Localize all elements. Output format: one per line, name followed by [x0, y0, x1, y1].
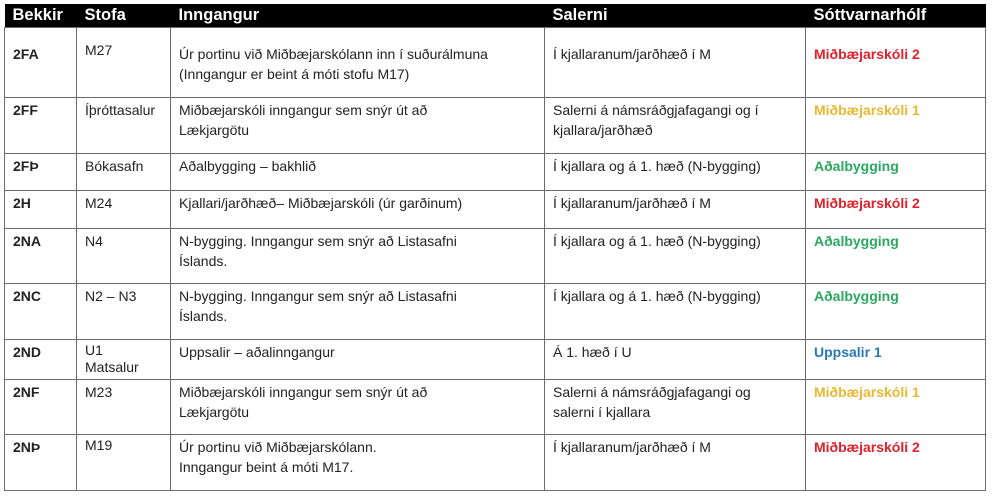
zone-label: Miðbæjarskóli 2 [814, 195, 920, 211]
cell-stofa [77, 435, 171, 491]
stofa-line: Matsalur [85, 359, 139, 375]
cell-salerni [545, 229, 806, 284]
salerni-line: salerni í kjallara [553, 404, 651, 420]
cell-inngangur [171, 191, 545, 229]
cell-bekkir [5, 191, 77, 229]
cell-bekkir [5, 380, 77, 435]
salerni-line: Salerni á námsráðgjafagangi og [553, 384, 751, 400]
cell-sottvarnarholf [806, 435, 986, 491]
stofa-value: N2 – N3 [85, 288, 137, 304]
header-sottvarnarholf: Sóttvarnarhólf [806, 4, 986, 28]
cell-stofa [77, 340, 171, 380]
inngangur-line: Lækjargötu [179, 122, 250, 138]
cell-sottvarnarholf [806, 191, 986, 229]
table-row [5, 380, 986, 435]
classroom-entrance-table [4, 4, 986, 491]
cell-salerni [545, 435, 806, 491]
table-row [5, 284, 986, 340]
inngangur-line: Inngangur beint á móti M17. [179, 459, 354, 475]
stofa-value: M19 [85, 437, 113, 453]
table-header-row [5, 4, 986, 28]
inngangur-line: Lækjargötu [179, 404, 250, 420]
header-stofa: Stofa [77, 4, 171, 28]
cell-salerni [545, 284, 806, 340]
cell-bekkir [5, 435, 77, 491]
zone-label: Miðbæjarskóli 2 [814, 439, 920, 455]
salerni-line: Í kjallara og á 1. hæð (N-bygging) [553, 158, 761, 174]
cell-sottvarnarholf [806, 154, 986, 191]
cell-salerni [545, 340, 806, 380]
salerni-line: Í kjallaranum/jarðhæð í M [553, 439, 711, 455]
cell-inngangur [171, 98, 545, 154]
salerni-line: kjallara/jarðhæð [553, 122, 653, 138]
cell-bekkir [5, 154, 77, 191]
cell-stofa [77, 229, 171, 284]
cell-stofa [77, 28, 171, 98]
cell-sottvarnarholf [806, 28, 986, 98]
cell-salerni [545, 98, 806, 154]
zone-label: Aðalbygging [814, 158, 899, 174]
inngangur-line: Íslands. [179, 253, 228, 269]
inngangur-line: (Inngangur er beint á móti stofu M17) [179, 66, 410, 82]
cell-inngangur [171, 229, 545, 284]
zone-label: Miðbæjarskóli 2 [814, 46, 920, 62]
inngangur-line: Kjallari/jarðhæð– Miðbæjarskóli (úr garðinum) [179, 195, 463, 211]
zone-label: Miðbæjarskóli 1 [814, 102, 920, 118]
cell-inngangur [171, 284, 545, 340]
cell-bekkir [5, 340, 77, 380]
cell-stofa [77, 380, 171, 435]
cell-stofa [77, 154, 171, 191]
zone-label: Miðbæjarskóli 1 [814, 384, 920, 400]
cell-inngangur [171, 28, 545, 98]
cell-salerni [545, 154, 806, 191]
salerni-line: Í kjallaranum/jarðhæð í M [553, 46, 711, 62]
bekkir-value: 2FF [13, 102, 38, 118]
cell-bekkir [5, 98, 77, 154]
table-row [5, 229, 986, 284]
cell-inngangur [171, 435, 545, 491]
cell-stofa [77, 284, 171, 340]
table-row [5, 154, 986, 191]
cell-sottvarnarholf [806, 98, 986, 154]
cell-bekkir [5, 28, 77, 98]
cell-inngangur [171, 380, 545, 435]
salerni-line: Í kjallaranum/jarðhæð í M [553, 195, 711, 211]
inngangur-line: Íslands. [179, 308, 228, 324]
inngangur-line: N-bygging. Inngangur sem snýr að Listasafni [179, 288, 457, 304]
bekkir-value: 2NF [13, 384, 40, 400]
bekkir-value: 2FA [13, 46, 39, 62]
stofa-value: N4 [85, 233, 103, 249]
table-row [5, 98, 986, 154]
zone-label: Uppsalir 1 [814, 344, 882, 360]
bekkir-value: 2FÞ [13, 158, 39, 174]
cell-salerni [545, 191, 806, 229]
bekkir-value: 2NC [13, 288, 42, 304]
cell-inngangur [171, 340, 545, 380]
inngangur-line: Miðbæjarskóli inngangur sem snýr út að [179, 384, 428, 400]
header-bekkir: Bekkir [5, 4, 77, 28]
cell-sottvarnarholf [806, 340, 986, 380]
cell-bekkir [5, 284, 77, 340]
cell-sottvarnarholf [806, 229, 986, 284]
cell-salerni [545, 28, 806, 98]
inngangur-line: Úr portinu við Miðbæjarskólann inn í suðurálmuna [179, 46, 488, 62]
bekkir-value: 2NA [13, 233, 42, 249]
stofa-line: U1 [85, 342, 103, 358]
stofa-value: M23 [85, 384, 113, 400]
zone-label: Aðalbygging [814, 288, 899, 304]
stofa-value: Íþróttasalur [85, 102, 156, 118]
inngangur-line: Úr portinu við Miðbæjarskólann. [179, 439, 377, 455]
cell-bekkir [5, 229, 77, 284]
inngangur-line: Aðalbygging – bakhlið [179, 158, 316, 174]
cell-inngangur [171, 154, 545, 191]
inngangur-line: N-bygging. Inngangur sem snýr að Listasafni [179, 233, 457, 249]
stofa-value: M27 [85, 42, 113, 58]
cell-salerni [545, 380, 806, 435]
cell-stofa [77, 191, 171, 229]
table-row [5, 435, 986, 491]
bekkir-value: 2NÞ [13, 439, 41, 455]
inngangur-line: Uppsalir – aðalinngangur [179, 344, 335, 360]
cell-stofa [77, 98, 171, 154]
table-row [5, 191, 986, 229]
stofa-value: Bókasafn [85, 158, 144, 174]
table-row [5, 28, 986, 98]
salerni-line: Salerni á námsráðgjafagangi og í [553, 102, 759, 118]
cell-sottvarnarholf [806, 284, 986, 340]
bekkir-value: 2ND [13, 344, 42, 360]
header-salerni: Salerni [545, 4, 806, 28]
cell-sottvarnarholf [806, 380, 986, 435]
inngangur-line: Miðbæjarskóli inngangur sem snýr út að [179, 102, 428, 118]
salerni-line: Í kjallara og á 1. hæð (N-bygging) [553, 288, 761, 304]
bekkir-value: 2H [13, 195, 31, 211]
table-row [5, 340, 986, 380]
zone-label: Aðalbygging [814, 233, 899, 249]
salerni-line: Í kjallara og á 1. hæð (N-bygging) [553, 233, 761, 249]
stofa-value: M24 [85, 195, 113, 211]
header-inngangur: Inngangur [171, 4, 545, 28]
salerni-line: Á 1. hæð í U [553, 344, 632, 360]
